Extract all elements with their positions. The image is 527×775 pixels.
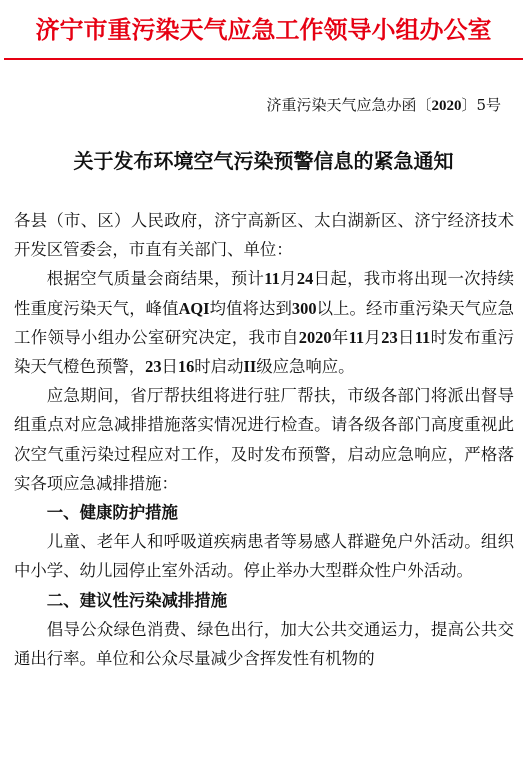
addressee: 各县（市、区）人民政府，济宁高新区、太白湖新区、济宁经济技术开发区管委会，市直有关部门、单位：	[14, 211, 514, 260]
section-text-emission-reduction: 倡导公众绿色消费、绿色出行，加大公共交通运力，提高公共交通出行率。单位和公众尽量减少含挥发性有机物的	[14, 619, 514, 669]
red-divider-line	[4, 58, 523, 60]
section-heading-health: 一、健康防护措施	[46, 503, 178, 523]
paragraph-emergency-period: 应急期间，省厅帮扶组将进行驻厂帮扶，市级各部门将派出督导组重点对应急减排措施落实情况进行检查。请各级各部门高度重视此次空气重污染过程应对工作，及时发布预警，启动应急响应，严格落实各项应急减排措施：	[14, 386, 514, 493]
document-title: 关于发布环境空气污染预警信息的紧急通知	[73, 149, 454, 173]
doc-number-suffix: 〕5号	[461, 96, 501, 114]
document-number	[266, 94, 501, 117]
red-divider-bar	[4, 58, 523, 60]
section-text-health: 儿童、老年人和呼吸道疾病患者等易感人群避免户外活动。组织中小学、幼儿园停止室外活动。停止举办大型群众性户外活动。	[14, 532, 514, 581]
doc-number-year: 2020	[431, 98, 462, 114]
paragraph-forecast: 根据空气质量会商结果，预计11月24日起，我市将出现一次持续性重度污染天气，峰值AQI均值将达到300以上。经市重污染天气应急工作领导小组办公室研究决定，我市自2020年11月23日11时发布重污染天气橙色预警，23日16时启动II级应急响应。	[14, 269, 515, 377]
section-heading-emission-reduction: 二、建议性污染减排措施	[46, 590, 228, 610]
issuing-office-header: 济宁市重污染天气应急工作领导小组办公室	[35, 16, 492, 44]
document-body	[14, 206, 514, 673]
doc-number-prefix: 济重污染天气应急办函〔	[266, 96, 432, 114]
